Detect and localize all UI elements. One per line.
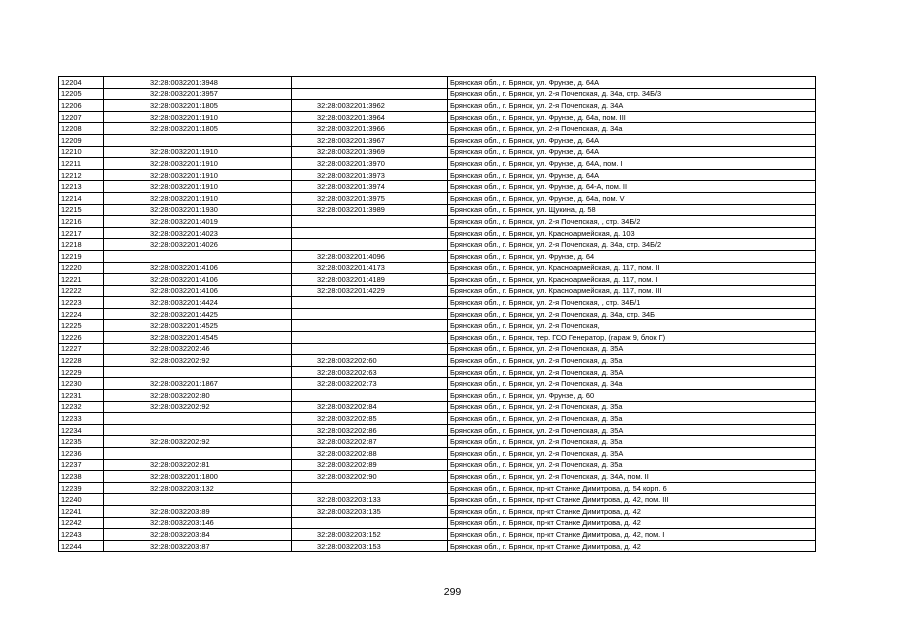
row-number-cell: 12206 (59, 100, 104, 112)
table-row (59, 158, 816, 170)
row-number-cell: 12209 (59, 134, 104, 146)
parent-cadastral-number-cell (292, 320, 448, 332)
address-cell: Брянская обл., г. Брянск, ул. 2-я Почепская, д. 35а (448, 355, 816, 367)
address-cell: Брянская обл., г. Брянск, ул. 2-я Почепская, д. 35А (448, 343, 816, 355)
table-row (59, 448, 816, 460)
cadastral-number-cell (104, 250, 292, 262)
row-number-cell: 12233 (59, 413, 104, 425)
parent-cadastral-number-cell: 32:28:0032202:88 (292, 448, 448, 460)
row-number-cell: 12219 (59, 250, 104, 262)
row-number-cell: 12239 (59, 482, 104, 494)
cadastral-number-cell (104, 413, 292, 425)
table-row (59, 262, 816, 274)
address-cell: Брянская обл., г. Брянск, ул. 2-я Почепская, , стр. 34Б/2 (448, 216, 816, 228)
row-number-cell: 12238 (59, 471, 104, 483)
row-number-cell: 12212 (59, 169, 104, 181)
address-cell: Брянская обл., г. Брянск, ул. 2-я Почепская, д. 35а (448, 436, 816, 448)
parent-cadastral-number-cell: 32:28:0032201:3969 (292, 146, 448, 158)
cadastral-table (58, 76, 816, 552)
table-row (59, 285, 816, 297)
address-cell: Брянская обл., г. Брянск, ул. 2-я Почепская, д. 35а (448, 401, 816, 413)
cadastral-number-cell: 32:28:0032201:1910 (104, 111, 292, 123)
table-row (59, 111, 816, 123)
cadastral-number-cell: 32:28:0032201:4106 (104, 285, 292, 297)
cadastral-number-cell: 32:28:0032201:4026 (104, 239, 292, 251)
address-cell: Брянская обл., г. Брянск, ул. Красноармейская, д. 117, пом. I (448, 274, 816, 286)
parent-cadastral-number-cell: 32:28:0032203:152 (292, 529, 448, 541)
parent-cadastral-number-cell: 32:28:0032201:3970 (292, 158, 448, 170)
address-cell: Брянская обл., г. Брянск, ул. 2-я Почепская, д. 35А (448, 448, 816, 460)
address-cell: Брянская обл., г. Брянск, ул. Фрунзе, д. 64А (448, 169, 816, 181)
address-cell: Брянская обл., г. Брянск, ул. Фрунзе, д. 64А (448, 134, 816, 146)
table-row (59, 134, 816, 146)
parent-cadastral-number-cell: 32:28:0032202:63 (292, 366, 448, 378)
address-cell: Брянская обл., г. Брянск, ул. Красноармейская, д. 103 (448, 227, 816, 239)
address-cell: Брянская обл., г. Брянск, ул. Фрунзе, д. 64а, пом. V (448, 192, 816, 204)
address-cell: Брянская обл., г. Брянск, ул. 2-я Почепская, д. 35А (448, 366, 816, 378)
address-cell: Брянская обл., г. Брянск, ул. 2-я Почепская, д. 34А (448, 100, 816, 112)
row-number-cell: 12222 (59, 285, 104, 297)
table-row (59, 320, 816, 332)
row-number-cell: 12227 (59, 343, 104, 355)
cadastral-number-cell (104, 424, 292, 436)
cadastral-number-cell: 32:28:0032201:1800 (104, 471, 292, 483)
parent-cadastral-number-cell: 32:28:0032201:3967 (292, 134, 448, 146)
row-number-cell: 12229 (59, 366, 104, 378)
row-number-cell: 12223 (59, 297, 104, 309)
row-number-cell: 12213 (59, 181, 104, 193)
cadastral-number-cell: 32:28:0032201:1910 (104, 192, 292, 204)
parent-cadastral-number-cell: 32:28:0032201:3975 (292, 192, 448, 204)
cadastral-number-cell: 32:28:0032201:3948 (104, 77, 292, 89)
address-cell: Брянская обл., г. Брянск, ул. Фрунзе, д. 64-А, пом. II (448, 181, 816, 193)
table-row (59, 355, 816, 367)
cadastral-number-cell: 32:28:0032201:1910 (104, 158, 292, 170)
cadastral-number-cell: 32:28:0032202:92 (104, 401, 292, 413)
table-row (59, 204, 816, 216)
address-cell: Брянская обл., г. Брянск, ул. Щукина, д. 58 (448, 204, 816, 216)
address-cell: Брянская обл., г. Брянск, ул. 2-я Почепская, д. 35а (448, 459, 816, 471)
cadastral-number-cell: 32:28:0032201:4424 (104, 297, 292, 309)
cadastral-number-cell: 32:28:0032201:1910 (104, 146, 292, 158)
table-row (59, 505, 816, 517)
table-row (59, 181, 816, 193)
cadastral-number-cell: 32:28:0032201:4019 (104, 216, 292, 228)
row-number-cell: 12205 (59, 88, 104, 100)
row-number-cell: 12220 (59, 262, 104, 274)
parent-cadastral-number-cell: 32:28:0032202:85 (292, 413, 448, 425)
table-row (59, 366, 816, 378)
table-row (59, 332, 816, 344)
row-number-cell: 12230 (59, 378, 104, 390)
parent-cadastral-number-cell: 32:28:0032201:4173 (292, 262, 448, 274)
parent-cadastral-number-cell (292, 239, 448, 251)
parent-cadastral-number-cell: 32:28:0032202:73 (292, 378, 448, 390)
parent-cadastral-number-cell (292, 390, 448, 402)
parent-cadastral-number-cell (292, 88, 448, 100)
page-number: 299 (443, 586, 462, 598)
parent-cadastral-number-cell (292, 332, 448, 344)
parent-cadastral-number-cell (292, 482, 448, 494)
row-number-cell: 12210 (59, 146, 104, 158)
table-row (59, 529, 816, 541)
table-row (59, 227, 816, 239)
parent-cadastral-number-cell (292, 77, 448, 89)
cadastral-number-cell: 32:28:0032203:87 (104, 540, 292, 552)
table-row (59, 424, 816, 436)
parent-cadastral-number-cell (292, 343, 448, 355)
cadastral-number-cell: 32:28:0032203:146 (104, 517, 292, 529)
cadastral-number-cell: 32:28:0032201:4425 (104, 308, 292, 320)
row-number-cell: 12214 (59, 192, 104, 204)
parent-cadastral-number-cell: 32:28:0032202:60 (292, 355, 448, 367)
parent-cadastral-number-cell: 32:28:0032202:89 (292, 459, 448, 471)
address-cell: Брянская обл., г. Брянск, ул. Фрунзе, д. 64 (448, 250, 816, 262)
address-cell: Брянская обл., г. Брянск, ул. 2-я Почепская, д. 34а, стр. 34Б/2 (448, 239, 816, 251)
cadastral-number-cell: 32:28:0032202:81 (104, 459, 292, 471)
row-number-cell: 12244 (59, 540, 104, 552)
parent-cadastral-number-cell: 32:28:0032201:3966 (292, 123, 448, 135)
parent-cadastral-number-cell: 32:28:0032201:4229 (292, 285, 448, 297)
table-row (59, 88, 816, 100)
cadastral-number-cell: 32:28:0032201:4023 (104, 227, 292, 239)
row-number-cell: 12234 (59, 424, 104, 436)
table-row (59, 123, 816, 135)
cadastral-number-cell: 32:28:0032201:4525 (104, 320, 292, 332)
row-number-cell: 12207 (59, 111, 104, 123)
row-number-cell: 12235 (59, 436, 104, 448)
parent-cadastral-number-cell: 32:28:0032202:86 (292, 424, 448, 436)
table-row (59, 482, 816, 494)
cadastral-number-cell: 32:28:0032201:1910 (104, 169, 292, 181)
row-number-cell: 12215 (59, 204, 104, 216)
row-number-cell: 12224 (59, 308, 104, 320)
cadastral-number-cell (104, 494, 292, 506)
table-row (59, 146, 816, 158)
address-cell: Брянская обл., г. Брянск, ул. 2-я Почепская, (448, 320, 816, 332)
table-row (59, 239, 816, 251)
row-number-cell: 12218 (59, 239, 104, 251)
address-cell: Брянская обл., г. Брянск, пр-кт Станке Димитрова, д. 42 (448, 517, 816, 529)
address-cell: Брянская обл., г. Брянск, ул. Фрунзе, д. 64а, пом. III (448, 111, 816, 123)
row-number-cell: 12228 (59, 355, 104, 367)
table-row (59, 401, 816, 413)
row-number-cell: 12242 (59, 517, 104, 529)
cadastral-number-cell: 32:28:0032202:92 (104, 436, 292, 448)
parent-cadastral-number-cell: 32:28:0032203:133 (292, 494, 448, 506)
row-number-cell: 12240 (59, 494, 104, 506)
table-body (59, 77, 816, 552)
table-row (59, 413, 816, 425)
parent-cadastral-number-cell: 32:28:0032201:3962 (292, 100, 448, 112)
parent-cadastral-number-cell: 32:28:0032201:4189 (292, 274, 448, 286)
address-cell: Брянская обл., г. Брянск, ул. Фрунзе, д. 64А (448, 77, 816, 89)
row-number-cell: 12216 (59, 216, 104, 228)
table-row (59, 390, 816, 402)
address-cell: Брянская обл., г. Брянск, ул. 2-я Почепская, , стр. 34Б/1 (448, 297, 816, 309)
table-row (59, 436, 816, 448)
cadastral-number-cell: 32:28:0032201:1805 (104, 100, 292, 112)
table-row (59, 274, 816, 286)
table-row (59, 169, 816, 181)
table-row (59, 297, 816, 309)
cadastral-number-cell: 32:28:0032201:3957 (104, 88, 292, 100)
cadastral-number-cell: 32:28:0032201:4106 (104, 262, 292, 274)
address-cell: Брянская обл., г. Брянск, пр-кт Станке Димитрова, д. 54 корп. 6 (448, 482, 816, 494)
address-cell: Брянская обл., г. Брянск, ул. 2-я Почепская, д. 34а, стр. 34Б/3 (448, 88, 816, 100)
parent-cadastral-number-cell: 32:28:0032202:87 (292, 436, 448, 448)
row-number-cell: 12217 (59, 227, 104, 239)
table-row (59, 192, 816, 204)
cadastral-number-cell: 32:28:0032201:4545 (104, 332, 292, 344)
row-number-cell: 12232 (59, 401, 104, 413)
address-cell: Брянская обл., г. Брянск, пр-кт Станке Димитрова, д. 42, пом. III (448, 494, 816, 506)
row-number-cell: 12243 (59, 529, 104, 541)
cadastral-number-cell (104, 366, 292, 378)
cadastral-number-cell: 32:28:0032203:132 (104, 482, 292, 494)
table-row (59, 77, 816, 89)
address-cell: Брянская обл., г. Брянск, ул. Фрунзе, д. 64А (448, 146, 816, 158)
row-number-cell: 12231 (59, 390, 104, 402)
parent-cadastral-number-cell: 32:28:0032203:153 (292, 540, 448, 552)
address-cell: Брянская обл., г. Брянск, ул. 2-я Почепская, д. 35А (448, 424, 816, 436)
parent-cadastral-number-cell: 32:28:0032201:3989 (292, 204, 448, 216)
row-number-cell: 12226 (59, 332, 104, 344)
cadastral-number-cell (104, 448, 292, 460)
table-row (59, 378, 816, 390)
row-number-cell: 12241 (59, 505, 104, 517)
parent-cadastral-number-cell (292, 308, 448, 320)
table-row (59, 100, 816, 112)
address-cell: Брянская обл., г. Брянск, ул. Фрунзе, д. 64А, пом. I (448, 158, 816, 170)
address-cell: Брянская обл., г. Брянск, пр-кт Станке Димитрова, д. 42 (448, 505, 816, 517)
address-cell: Брянская обл., г. Брянск, ул. Фрунзе, д. 60 (448, 390, 816, 402)
table-row (59, 216, 816, 228)
address-cell: Брянская обл., г. Брянск, ул. 2-я Почепская, д. 34а (448, 123, 816, 135)
parent-cadastral-number-cell: 32:28:0032201:3964 (292, 111, 448, 123)
cadastral-number-cell: 32:28:0032201:1930 (104, 204, 292, 216)
address-cell: Брянская обл., г. Брянск, ул. 2-я Почепская, д. 34А, пом. II (448, 471, 816, 483)
cadastral-number-cell: 32:28:0032201:4106 (104, 274, 292, 286)
cadastral-number-cell: 32:28:0032203:84 (104, 529, 292, 541)
parent-cadastral-number-cell: 32:28:0032201:3973 (292, 169, 448, 181)
parent-cadastral-number-cell (292, 297, 448, 309)
cadastral-number-cell: 32:28:0032203:89 (104, 505, 292, 517)
table-row (59, 250, 816, 262)
table-row (59, 517, 816, 529)
row-number-cell: 12225 (59, 320, 104, 332)
cadastral-number-cell: 32:28:0032201:1805 (104, 123, 292, 135)
parent-cadastral-number-cell: 32:28:0032201:4096 (292, 250, 448, 262)
row-number-cell: 12208 (59, 123, 104, 135)
parent-cadastral-number-cell (292, 517, 448, 529)
cadastral-number-cell (104, 134, 292, 146)
cadastral-number-cell: 32:28:0032201:1910 (104, 181, 292, 193)
address-cell: Брянская обл., г. Брянск, ул. Красноармейская, д. 117, пом. II (448, 262, 816, 274)
address-cell: Брянская обл., г. Брянск, пр-кт Станке Димитрова, д. 42, пом. I (448, 529, 816, 541)
table-row (59, 494, 816, 506)
table-row (59, 308, 816, 320)
parent-cadastral-number-cell: 32:28:0032202:84 (292, 401, 448, 413)
cadastral-number-cell: 32:28:0032201:1867 (104, 378, 292, 390)
cadastral-number-cell: 32:28:0032202:46 (104, 343, 292, 355)
table-row (59, 343, 816, 355)
address-cell: Брянская обл., г. Брянск, ул. 2-я Почепская, д. 35а (448, 413, 816, 425)
row-number-cell: 12211 (59, 158, 104, 170)
table-row (59, 540, 816, 552)
address-cell: Брянская обл., г. Брянск, ул. 2-я Почепская, д. 34а, стр. 34Б (448, 308, 816, 320)
address-cell: Брянская обл., г. Брянск, ул. Красноармейская, д. 117, пом. III (448, 285, 816, 297)
parent-cadastral-number-cell: 32:28:0032202:90 (292, 471, 448, 483)
address-cell: Брянская обл., г. Брянск, ул. 2-я Почепская, д. 34а (448, 378, 816, 390)
parent-cadastral-number-cell: 32:28:0032201:3974 (292, 181, 448, 193)
cadastral-number-cell: 32:28:0032202:92 (104, 355, 292, 367)
cadastral-number-cell: 32:28:0032202:80 (104, 390, 292, 402)
parent-cadastral-number-cell (292, 227, 448, 239)
address-cell: Брянская обл., г. Брянск, пр-кт Станке Димитрова, д. 42 (448, 540, 816, 552)
address-cell: Брянская обл., г. Брянск, тер. ГСО Генератор, (гараж 9, блок Г) (448, 332, 816, 344)
parent-cadastral-number-cell: 32:28:0032203:135 (292, 505, 448, 517)
table-row (59, 471, 816, 483)
row-number-cell: 12237 (59, 459, 104, 471)
row-number-cell: 12204 (59, 77, 104, 89)
row-number-cell: 12221 (59, 274, 104, 286)
table-row (59, 459, 816, 471)
row-number-cell: 12236 (59, 448, 104, 460)
parent-cadastral-number-cell (292, 216, 448, 228)
